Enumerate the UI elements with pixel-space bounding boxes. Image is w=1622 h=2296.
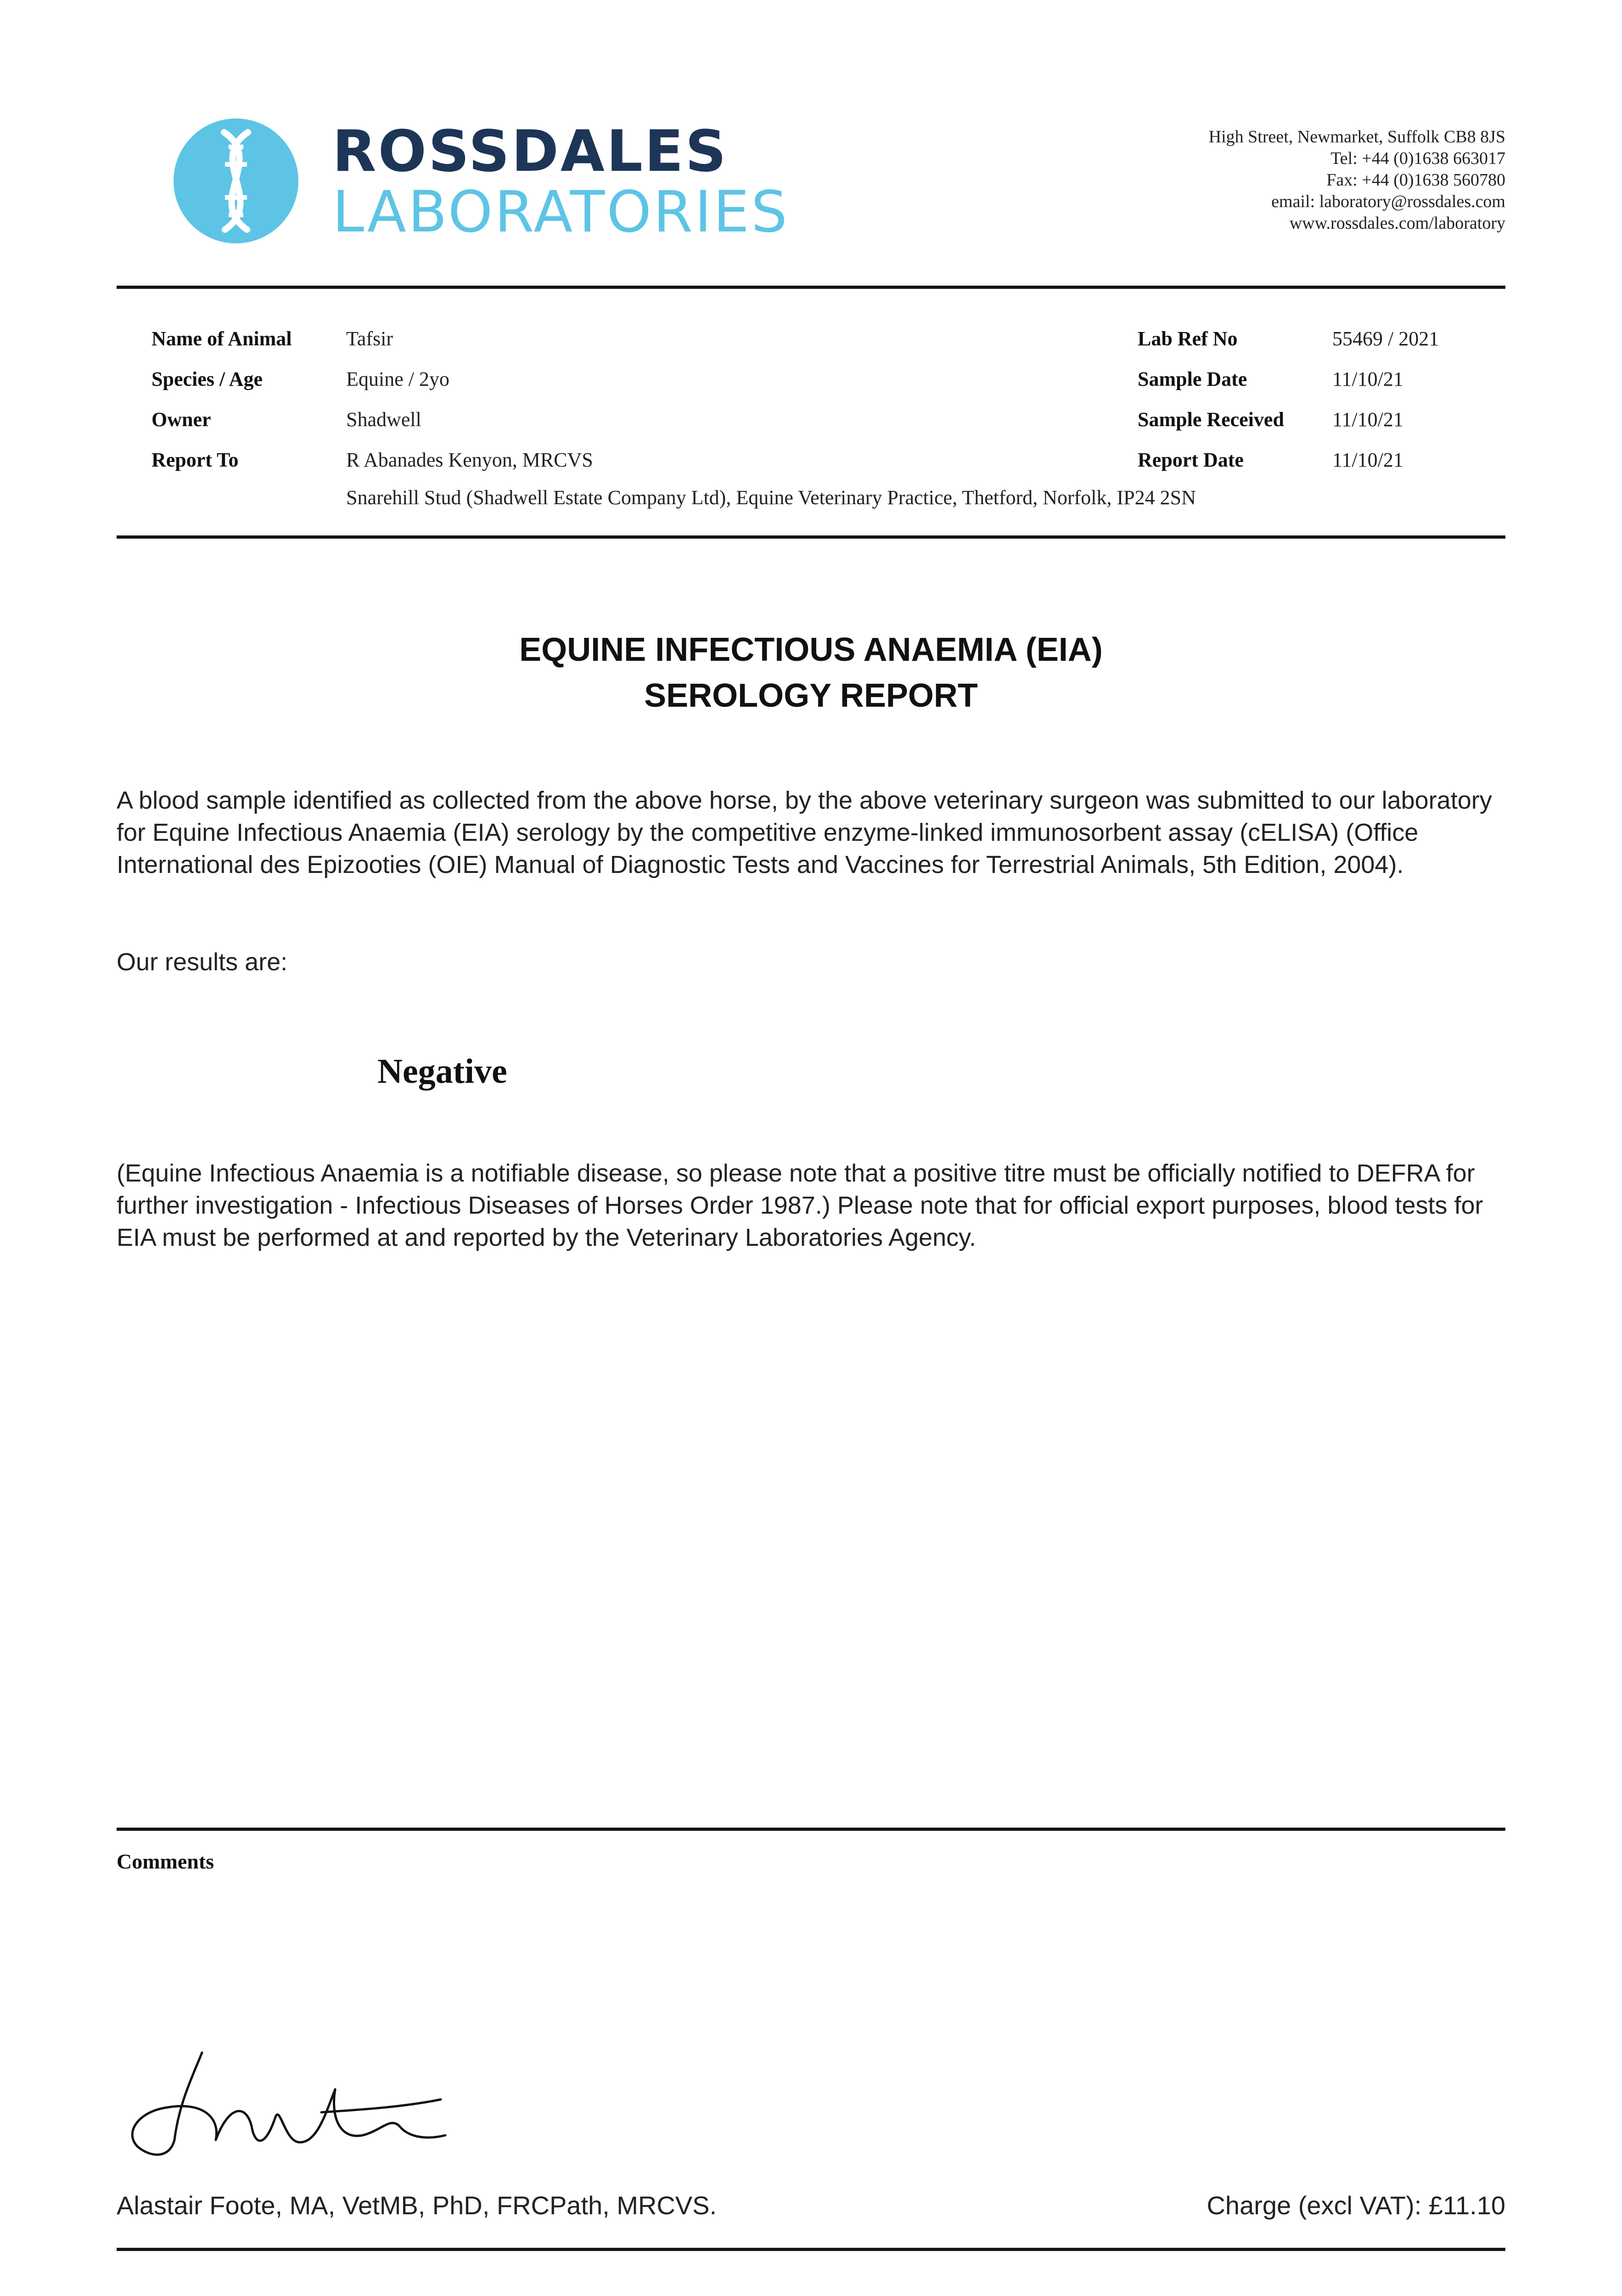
- animal-name-label: Name of Animal: [152, 327, 292, 350]
- report-title-line1: EQUINE INFECTIOUS ANAEMIA (EIA): [519, 631, 1103, 668]
- notifiable-note: (Equine Infectious Anaemia is a notifiable disease, so please note that a positive titre must be officially notified to DEFRA for further investigation - Infectious Diseases of Horses Order 1987.) Please note that for official export purposes, blood tests for EIA must be performed at and reported by the Veterinary Laboratories Agency.: [117, 1159, 1483, 1251]
- address-phone: Tel: +44 (0)1638 663017: [1330, 149, 1505, 168]
- brand-subname: LABORATORIES: [332, 179, 789, 245]
- charge-amount: Charge (excl VAT): £11.10: [1207, 2191, 1505, 2220]
- species-age-value: Equine / 2yo: [346, 368, 449, 390]
- footer-divider: [117, 2248, 1505, 2251]
- address-website: www.rossdales.com/laboratory: [1289, 214, 1505, 233]
- test-result: Negative: [377, 1052, 507, 1091]
- header-divider: [117, 286, 1505, 289]
- intro-paragraph: A blood sample identified as collected from the above horse, by the above veterinary surgeon was submitted to our laboratory for Equine Infectious Anaemia (EIA) serology by the competitive enzyme-linked immunosorbent assay (cELISA) (Office International des Epizooties (OIE) Manual of Diagnostic Tests and Vaccines for Terrestrial Animals, 5th Edition, 2004).: [117, 787, 1492, 878]
- report-to-label: Report To: [152, 449, 239, 471]
- animal-name-value: Tafsir: [346, 327, 393, 350]
- report-date-value: 11/10/21: [1332, 449, 1403, 471]
- report-to-value: R Abanades Kenyon, MRCVS: [346, 449, 593, 471]
- brand-name: ROSSDALES: [332, 118, 728, 185]
- lab-address: [1209, 126, 1505, 234]
- address-line: High Street, Newmarket, Suffolk CB8 8JS: [1208, 127, 1505, 146]
- address-fax: Fax: +44 (0)1638 560780: [1326, 170, 1505, 190]
- signature-image: [124, 2048, 473, 2163]
- sample-received-value: 11/10/21: [1332, 408, 1403, 431]
- sample-date-value: 11/10/21: [1332, 368, 1403, 390]
- report-title: [117, 627, 1505, 719]
- lab-ref-value: 55469 / 2021: [1332, 327, 1439, 350]
- owner-label: Owner: [152, 408, 211, 431]
- sample-received-label: Sample Received: [1138, 408, 1284, 431]
- report-title-line2: SEROLOGY REPORT: [644, 677, 978, 714]
- comments-divider: [117, 1828, 1505, 1831]
- signatory-name: Alastair Foote, MA, VetMB, PhD, FRCPath, MRCVS.: [117, 2191, 717, 2220]
- dna-helix-icon: [174, 118, 298, 243]
- report-to-address: Snarehill Stud (Shadwell Estate Company Ltd), Equine Veterinary Practice, Thetford, Norfolk, IP24 2SN: [346, 486, 1196, 509]
- owner-value: Shadwell: [346, 408, 421, 431]
- sample-date-label: Sample Date: [1138, 368, 1247, 390]
- species-age-label: Species / Age: [152, 368, 263, 390]
- comments-label: Comments: [117, 1850, 214, 1873]
- lab-ref-label: Lab Ref No: [1138, 327, 1238, 350]
- results-intro: Our results are:: [117, 948, 288, 976]
- info-divider: [117, 535, 1505, 539]
- report-date-label: Report Date: [1138, 449, 1244, 471]
- address-email: email: laboratory@rossdales.com: [1271, 192, 1505, 211]
